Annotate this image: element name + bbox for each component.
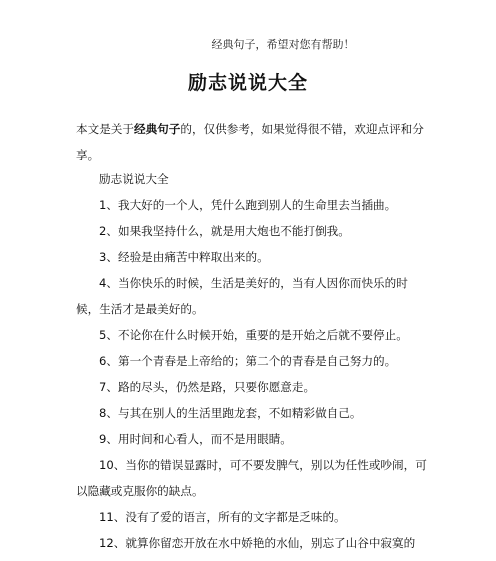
intro-prefix: 本文是关于 bbox=[76, 122, 134, 136]
list-item: 6、第一个青春是上帝给的；第二个的青春是自己努力的。 bbox=[99, 354, 397, 368]
document-title: 励志说说大全 bbox=[187, 72, 308, 94]
section-subtitle: 励志说说大全 bbox=[99, 172, 169, 186]
intro-keyword: 经典句子 bbox=[133, 122, 181, 136]
list-item: 11、没有了爱的语言，所有的文字都是乏味的。 bbox=[99, 510, 346, 524]
list-item: 10、当你的错误显露时，可不要发脾气，别以为任性或吵闹，可以隐藏或克服你的缺点。 bbox=[76, 458, 427, 498]
list-item: 2、如果我坚持什么，就是用大炮也不能打倒我。 bbox=[99, 224, 350, 238]
list-item: 3、经验是由痛苦中粹取出来的。 bbox=[99, 250, 269, 264]
list-item: 12、就算你留恋开放在水中娇艳的水仙，别忘了山谷中寂寞的 bbox=[99, 536, 416, 550]
list-item: 7、路的尽头，仍然是路，只要你愿意走。 bbox=[99, 380, 316, 394]
intro-paragraph bbox=[76, 116, 428, 168]
list-item: 4、当你快乐的时候，生活是美好的，当有人因你而快乐的时候，生活才是最美好的。 bbox=[76, 276, 408, 316]
intro-suffix: 的，仅供参考，如果觉得很不错，欢迎点评和分享。 bbox=[76, 122, 424, 162]
list-item: 9、用时间和心看人，而不是用眼睛。 bbox=[99, 432, 292, 446]
list-item: 5、不论你在什么时候开始，重要的是开始之后就不要停止。 bbox=[99, 328, 408, 342]
list-item: 1、我大好的一个人，凭什么跑到别人的生命里去当插曲。 bbox=[99, 198, 397, 212]
page-header: 经典句子，希望对您有帮助！ bbox=[211, 38, 355, 51]
list-item: 8、与其在别人的生活里跑龙套，不如精彩做自己。 bbox=[99, 406, 362, 420]
